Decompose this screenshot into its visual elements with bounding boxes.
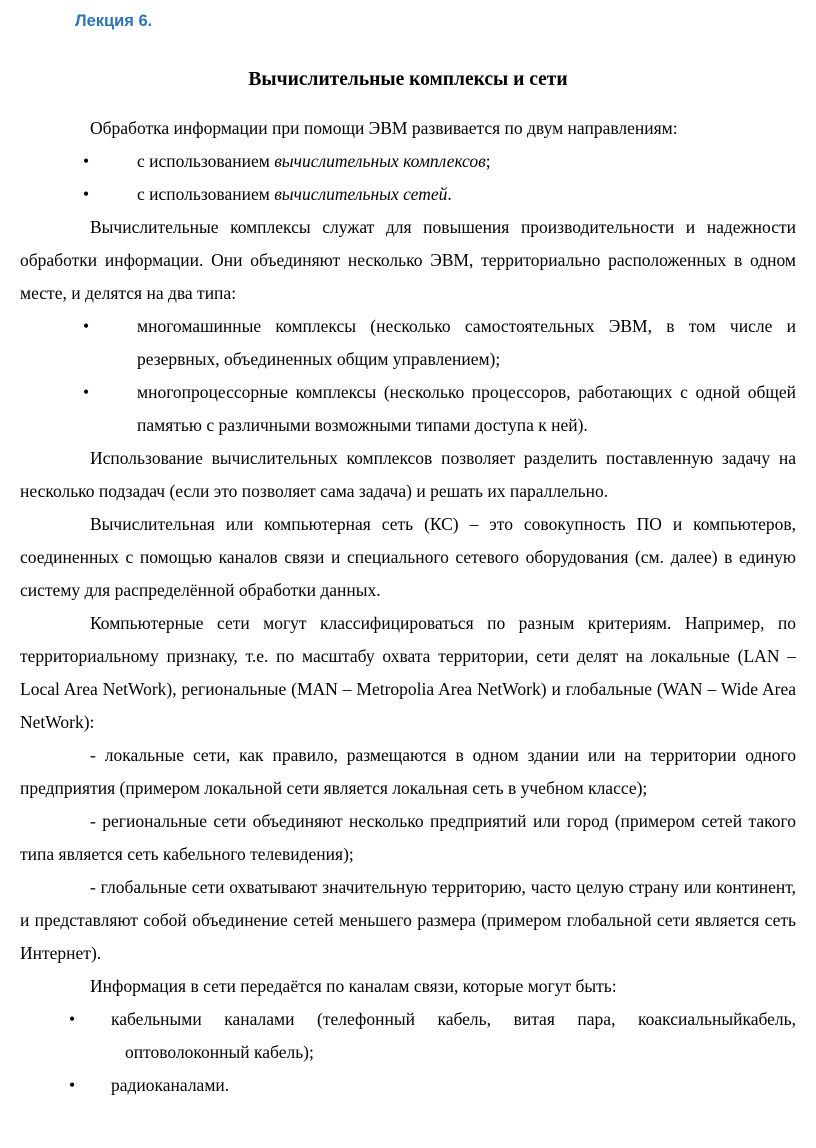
document-title: Вычислительные комплексы и сети [248,69,568,90]
paragraph-regional-networks: - региональные сети объединяют несколько предприятий или город (примером сетей такого типа является сеть кабельного телевидения); [20,811,796,864]
list-item-direction-complexes [20,145,796,178]
paragraph-classification: Компьютерные сети могут классифицироваться по разным критериям. Например, по территориальному признаку, т.е. по масштабу охвата территории, сети делят на локальные (LAN – Local Area NetWork), региональные (MAN – Metropolia Area NetWork) и глобальные (WAN – Wide Area NetWork): [20,613,796,732]
list-item-radio-channels [20,1069,796,1102]
bullet-icon: • [83,382,90,402]
bullet-icon: • [69,1075,76,1095]
lecture-label: Лекция 6. [75,12,153,30]
bullet-list-complex-types [20,310,796,442]
list-item-text: многопроцессорные комплексы (несколько процессоров, работающих с одной общей памятью с различными возможными типами доступа к ней). [137,382,796,435]
list-item-text: многомашинные комплексы (несколько самостоятельных ЭВМ, в том числе и резервных, объединенных общим управлением); [137,316,796,369]
paragraph-network-definition: Вычислительная или компьютерная сеть (КС) – это совокупность ПО и компьютеров, соединенных с помощью каналов связи и специального сетевого оборудования (см. далее) в единую систему для распределённой обработки данных. [20,514,796,600]
bullet-icon: • [83,184,90,204]
list-item-multiprocessor [20,376,796,442]
bullet-icon: • [69,1009,76,1029]
bullet-list-channels [20,1003,796,1102]
text-run: с использованием [137,151,275,171]
paragraph-intro: Обработка информации при помощи ЭВМ развивается по двум направлениям: [90,118,678,138]
paragraph-complexes: Вычислительные комплексы служат для повышения производительности и надежности обработки информации. Они объединяют несколько ЭВМ, территориально расположенных в одном месте, и делятся на два типа: [20,217,796,303]
list-item-direction-networks [20,178,796,211]
text-run-italic: вычислительных сетей [274,184,448,204]
bullet-list-directions [20,145,796,211]
list-item-text [137,184,452,204]
list-item-text: радиоканалами. [111,1075,230,1095]
bullet-icon: • [83,151,90,171]
text-run: ; [485,151,491,171]
text-run-italic: вычислительных комплексов [274,151,486,171]
paragraph-global-networks: - глобальные сети охватывают значительную территорию, часто целую страну или континент, и представляют собой объединение сетей меньшего размера (примером глобальной сети является сеть Интернет). [20,877,796,963]
list-item-text [137,151,491,171]
text-run: с использованием [137,184,275,204]
paragraph-channels: Информация в сети передаётся по каналам связи, которые могут быть: [90,976,617,996]
list-item-cable-channels [20,1003,796,1069]
text-run: . [447,184,452,204]
list-item-multimachine [20,310,796,376]
list-item-text: кабельными каналами (телефонный кабель, витая пара, коаксиальныйкабель, оптоволоконный кабель); [111,1009,796,1062]
paragraph-local-networks: - локальные сети, как правило, размещаются в одном здании или на территории одного предприятия (примером локальной сети является локальная сеть в учебном классе); [20,745,796,798]
paragraph-usage: Использование вычислительных комплексов позволяет разделить поставленную задачу на несколько подзадач (если это позволяет сама задача) и решать их параллельно. [20,448,796,501]
bullet-icon: • [83,316,90,336]
